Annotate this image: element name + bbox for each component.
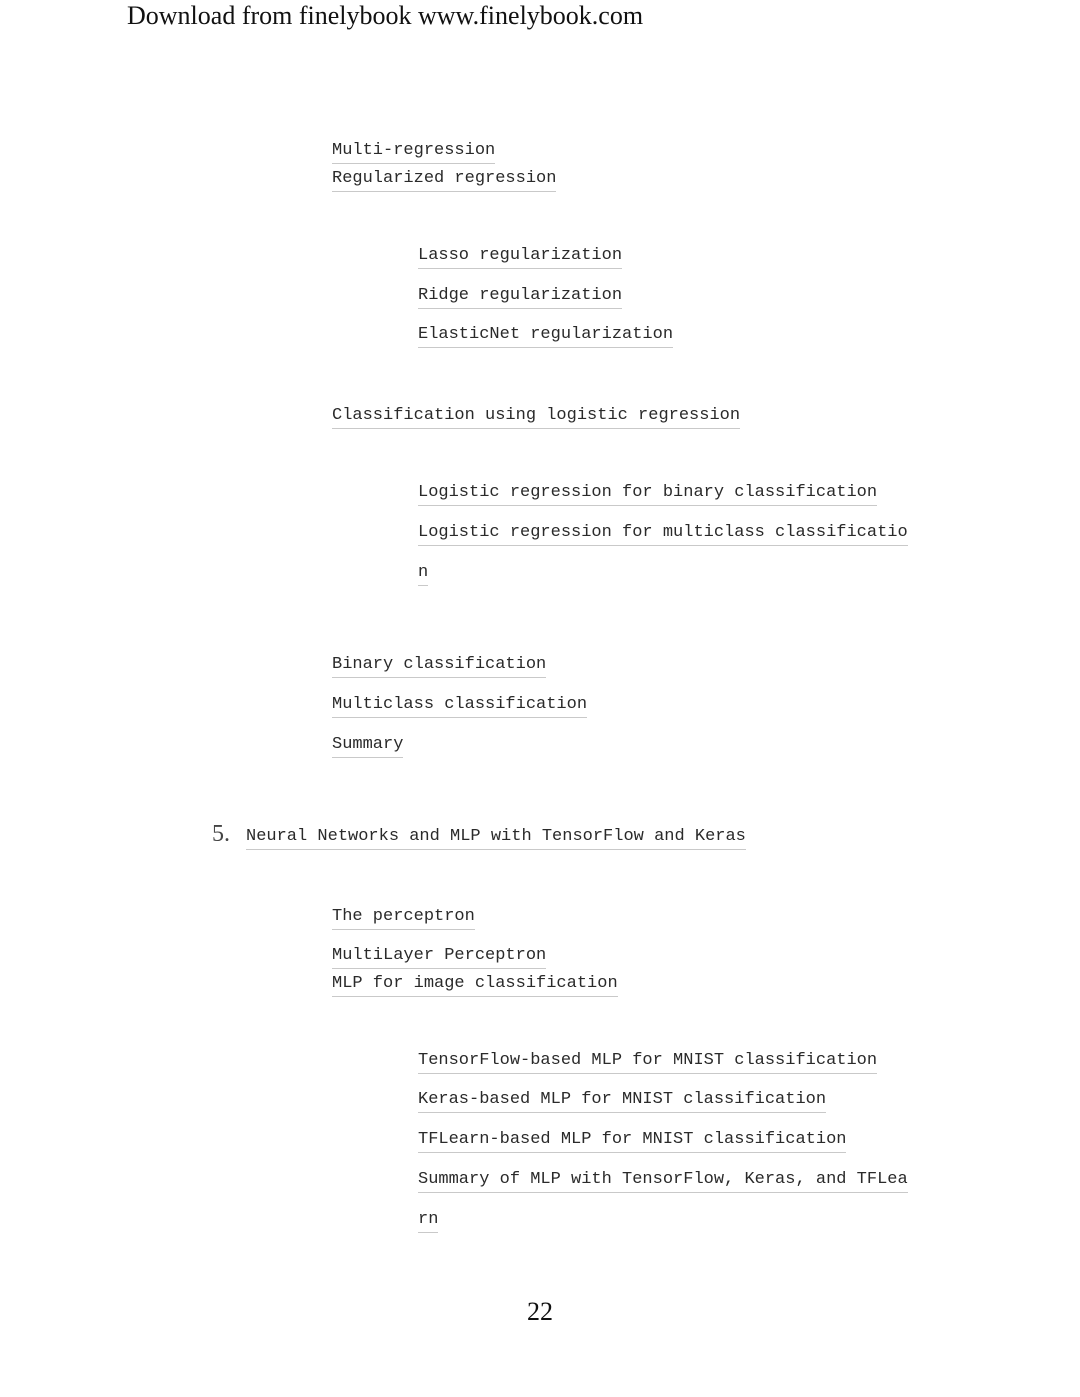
toc-link-summary-mlp[interactable]: Summary of MLP with TensorFlow, Keras, and TFLea — [418, 1169, 908, 1193]
toc-link-tensorflow-mlp[interactable]: TensorFlow-based MLP for MNIST classification — [418, 1050, 877, 1074]
chapter-number: 5. — [212, 821, 230, 847]
toc-link-elasticnet-regularization[interactable]: ElasticNet regularization — [418, 324, 673, 348]
toc-link-regularized-regression[interactable]: Regularized regression — [332, 168, 556, 192]
toc-link-keras-mlp[interactable]: Keras-based MLP for MNIST classification — [418, 1089, 826, 1113]
toc-link-tflearn-mlp[interactable]: TFLearn-based MLP for MNIST classification — [418, 1129, 846, 1153]
toc-link-logistic-multiclass-wrap[interactable]: n — [418, 562, 428, 586]
toc-link-multilayer-perceptron[interactable]: MultiLayer Perceptron — [332, 945, 546, 969]
toc-link-ridge-regularization[interactable]: Ridge regularization — [418, 285, 622, 309]
toc-link-lasso-regularization[interactable]: Lasso regularization — [418, 245, 622, 269]
toc-link-chapter-5[interactable]: Neural Networks and MLP with TensorFlow and Keras — [246, 826, 746, 850]
toc-link-summary[interactable]: Summary — [332, 734, 403, 758]
toc-link-perceptron[interactable]: The perceptron — [332, 906, 475, 930]
page-header: Download from finelybook www.finelybook.com — [127, 1, 644, 30]
toc-link-summary-mlp-wrap[interactable]: rn — [418, 1209, 438, 1233]
page-number: 22 — [527, 1297, 553, 1326]
toc-link-multiclass-classification[interactable]: Multiclass classification — [332, 694, 587, 718]
toc-link-multi-regression[interactable]: Multi-regression — [332, 140, 495, 164]
toc-link-logistic-multiclass[interactable]: Logistic regression for multiclass classificatio — [418, 522, 908, 546]
toc-link-binary-classification[interactable]: Binary classification — [332, 654, 546, 678]
toc-link-classification-logistic-regression[interactable]: Classification using logistic regression — [332, 405, 740, 429]
toc-link-logistic-binary[interactable]: Logistic regression for binary classification — [418, 482, 877, 506]
toc-link-mlp-image-classification[interactable]: MLP for image classification — [332, 973, 618, 997]
